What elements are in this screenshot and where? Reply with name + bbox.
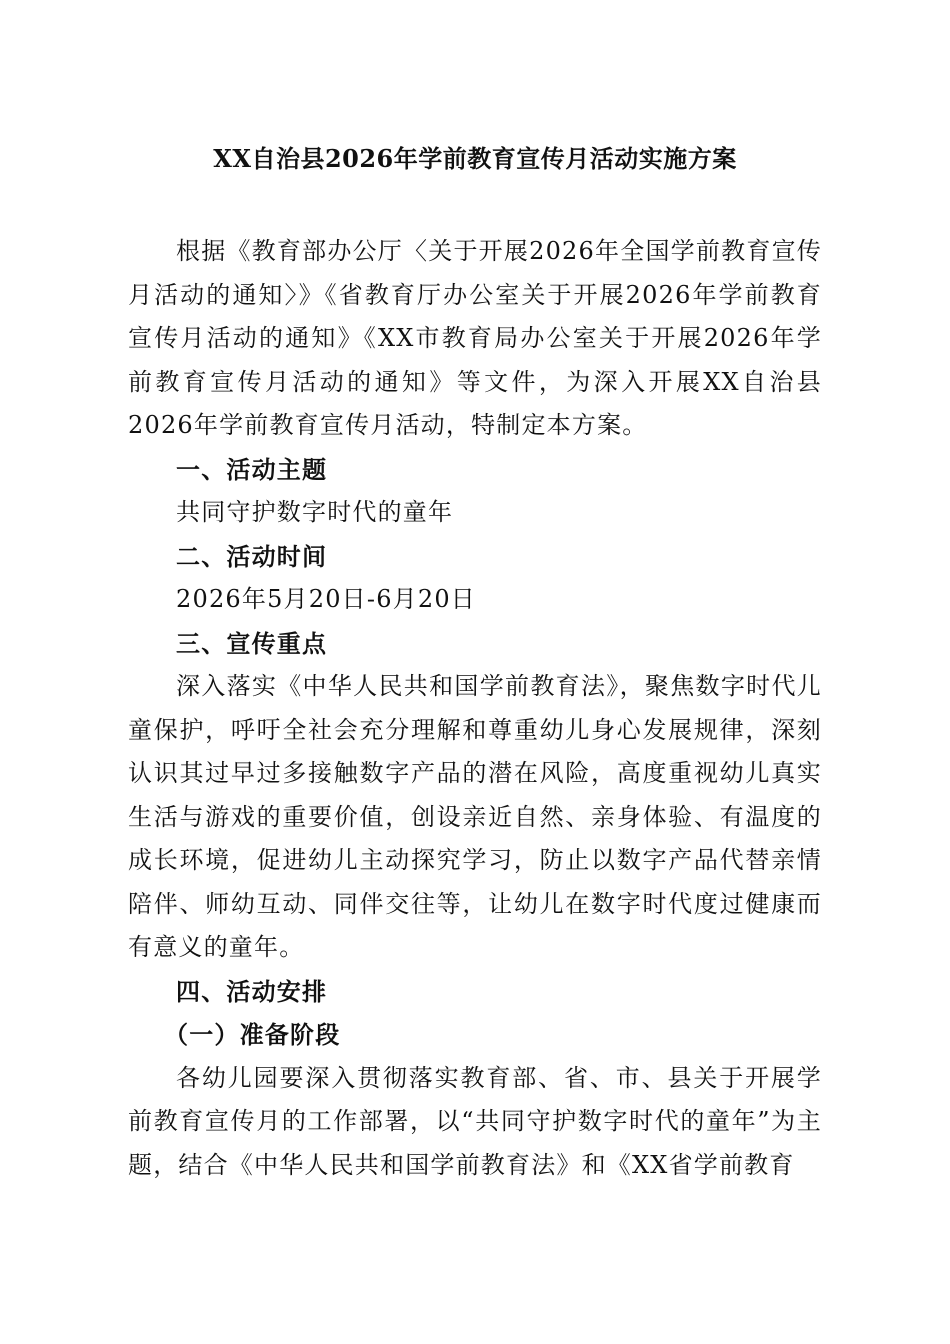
- document-content: [128, 140, 822, 1187]
- section-heading-arrangement: 四、活动安排: [176, 976, 328, 1006]
- section-body-time: 2026年5月20日-6月20日: [176, 585, 477, 613]
- subsection-heading-preparation: （一）准备阶段: [164, 1020, 341, 1049]
- section-heading-theme: 一、活动主题: [176, 454, 328, 484]
- document-title: XX自治县2026年学前教育宣传月活动实施方案: [213, 144, 737, 173]
- section-heading-focus: 三、宣传重点: [176, 628, 328, 658]
- intro-paragraph: 根据《教育部办公厅〈关于开展2026年全国学前教育宣传月活动的通知〉》《省教育厅办公室关于开展2026年学前教育宣传月活动的通知》《XX市教育局办公室关于开展2026年学前教育宣传月活动的通知》等文件，为深入开展XX自治县2026年学前教育宣传月活动，特制定本方案。: [128, 237, 822, 439]
- section-body-theme: 共同守护数字时代的童年: [176, 498, 454, 526]
- section-body-focus: 深入落实《中华人民共和国学前教育法》，聚焦数字时代儿童保护，呼吁全社会充分理解和尊重幼儿身心发展规律，深刻认识其过早过多接触数字产品的潜在风险，高度重视幼儿真实生活与游戏的重要价值，创设亲近自然、亲身体验、有温度的成长环境，促进幼儿主动探究学习，防止以数字产品代替亲情陪伴、师幼互动、同伴交往等，让幼儿在数字时代度过健康而有意义的童年。: [128, 672, 822, 961]
- section-heading-time: 二、活动时间: [176, 541, 328, 571]
- subsection-body-preparation: 各幼儿园要深入贯彻落实教育部、省、市、县关于开展学前教育宣传月的工作部署，以“共同守护数字时代的童年”为主题，结合《中华人民共和国学前教育法》和《XX省学前教育: [128, 1063, 822, 1179]
